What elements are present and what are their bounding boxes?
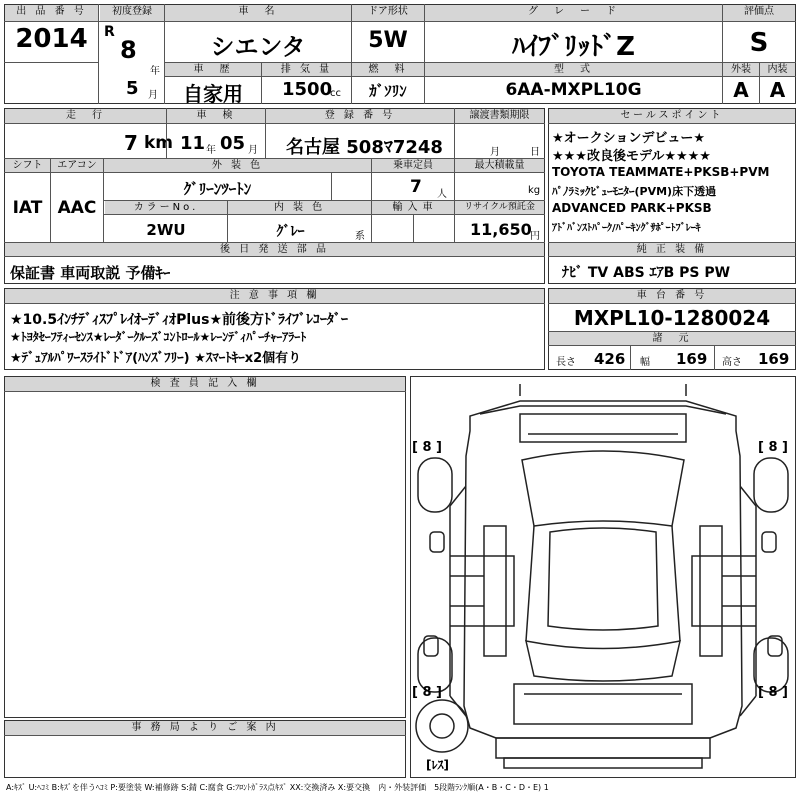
recycle-unit: 円 [530, 231, 540, 242]
width-label: 幅 [640, 357, 650, 368]
chassis-number: MXPL10-1280024 [573, 306, 771, 330]
int-color-label: 内 装 色 [228, 201, 371, 214]
displacement: 1500 [282, 79, 333, 100]
aircon: AAC [57, 198, 97, 218]
later-parts: 保証書 車両取説 予備ｷｰ [10, 264, 171, 282]
year-unit: 年 [150, 66, 160, 77]
displacement-unit: cc [330, 88, 341, 99]
equipment-label: 純 正 装 備 [549, 243, 795, 256]
car-name-label: 車 名 [165, 5, 351, 21]
int-color-suffix: 系 [355, 231, 365, 242]
sales-point-line: ADVANCED PARK+PKSB [552, 201, 712, 215]
fuel: ｶﾞｿﾘﾝ [369, 82, 407, 100]
wheel-rear-left [418, 638, 452, 692]
era: R [104, 24, 115, 40]
tire-rear-right: [ 8 ] [758, 685, 788, 700]
door-label: ドア形状 [352, 5, 424, 21]
tire-front-left: [ 8 ] [412, 440, 442, 455]
import-label: 輸 入 車 [372, 201, 454, 214]
capacity-label: 乗車定員 [372, 159, 454, 172]
recycle-fee: 11,650 [470, 220, 532, 239]
inspection-year: 11 [180, 133, 206, 154]
int-color: ｸﾞﾚｰ [276, 224, 305, 240]
office-label: 事 務 局 よ り ご 案 内 [5, 721, 405, 735]
wheel-rear-right [754, 638, 788, 692]
history: 自家用 [183, 82, 243, 106]
score-label: 評価点 [723, 5, 795, 21]
inspector-label: 検 査 員 記 入 欄 [5, 377, 405, 391]
color-no-label: カラーNo. [105, 201, 227, 214]
lot-number: 2014 [15, 24, 88, 54]
width: 169 [676, 350, 708, 368]
ext-color-label: 外 装 色 [104, 159, 371, 172]
spare-tire [416, 700, 468, 752]
dims-label: 諸 元 [549, 332, 795, 345]
length-label: 長さ [556, 357, 576, 368]
notes-label: 注 意 事 項 欄 [5, 289, 544, 303]
mileage: 7 [124, 131, 138, 155]
grade-label: グ レ ー ド [425, 5, 722, 21]
fuel-label: 燃 料 [352, 63, 424, 76]
inspection-label: 車 検 [167, 109, 265, 123]
transfer-day-unit: 日 [530, 147, 540, 158]
inspection-year-unit: 年 [206, 145, 216, 156]
first-reg-year: 8 [120, 36, 137, 64]
sales-point-line: ｱﾄﾞﾊﾞﾝｽﾄﾊﾟｰｸ/ﾊﾟｰｷﾝｸﾞｻﾎﾟｰﾄﾌﾞﾚｰｷ [552, 223, 701, 234]
interior-grade: A [769, 78, 786, 102]
spare-tire-label: [ﾚｽ] [426, 758, 449, 772]
registration-number: 名古屋 508ﾏ7248 [286, 137, 443, 158]
history-label: 車 歴 [165, 63, 261, 76]
first-reg-month: 5 [126, 78, 139, 99]
note-line: ★ﾄﾖﾀｾｰﾌﾃｨｰｾﾝｽ★ﾚｰﾀﾞｰｸﾙｰｽﾞｺﾝﾄﾛｰﾙ★ﾚｰﾝﾃﾞｨﾊﾟｰﾁｬｰｱﾗｰﾄ [10, 330, 307, 344]
wheel-front-left [418, 458, 452, 512]
tire-front-right: [ 8 ] [758, 440, 788, 455]
registration-label: 登 録 番 号 [266, 109, 454, 123]
tire-rear-left: [ 8 ] [412, 685, 442, 700]
length: 426 [594, 350, 626, 368]
sales-point-line: ﾊﾟﾉﾗﾐｯｸﾋﾞｭｰﾓﾆﾀｰ(PVM)床下透過 [552, 185, 717, 198]
wheel-front-right [754, 458, 788, 512]
transfer-doc-label: 譲渡書類期限 [455, 109, 544, 123]
inspector-box [4, 376, 406, 718]
exterior-grade-label: 外装 [723, 63, 759, 76]
grade: ﾊｲﾌﾞﾘｯﾄﾞZ [512, 32, 635, 62]
door-type: 5W [368, 28, 408, 53]
sales-points-label: セールスポイント [549, 109, 795, 123]
model-code-label: 型 式 [425, 63, 722, 76]
model-code: 6AA-MXPL10G [505, 80, 642, 100]
score: S [749, 28, 769, 58]
height: 169 [758, 350, 790, 368]
sales-point-line: ★オークションデビュー★ [552, 131, 706, 146]
lot-label: 出 品 番 号 [5, 5, 98, 21]
max-load-unit: kg [528, 185, 541, 196]
max-load-label: 最大積載量 [455, 159, 544, 172]
capacity: 7 [410, 177, 422, 197]
color-no: 2WU [146, 221, 186, 239]
height-label: 高さ [722, 357, 742, 368]
note-line: ★ﾃﾞｭｱﾙﾊﾟﾜｰｽﾗｲﾄﾞﾄﾞｱ(ﾊﾝｽﾞﾌﾘｰ) ★ｽﾏｰﾄｷｰx2個有り [10, 351, 302, 366]
interior-grade-label: 内装 [760, 63, 795, 76]
month-unit: 月 [148, 90, 158, 101]
ext-color: ｸﾞﾘｰﾝﾂｰﾄﾝ [183, 180, 252, 198]
equipment: ﾅﾋﾞ TV ABS ｴｱB PS PW [562, 265, 731, 281]
recycle-label: リサイクル預託金 [455, 201, 544, 214]
inspection-month-unit: 月 [248, 145, 258, 156]
car-diagram [410, 376, 796, 778]
sales-point-line: TOYOTA TEAMMATE+PKSB+PVM [552, 165, 770, 179]
note-line: ★10.5ｲﾝﾁﾃﾞｨｽﾌﾟﾚｲｵｰﾃﾞｨｵPlus★前後方ﾄﾞﾗｲﾌﾞﾚｺｰﾀﾞｰ [10, 312, 349, 328]
displacement-label: 排 気 量 [262, 63, 351, 76]
mileage-unit: km [144, 133, 174, 153]
first-reg-label: 初度登録 [100, 5, 164, 21]
chassis-label: 車 台 番 号 [549, 289, 795, 303]
sales-point-line: ★★★改良後モデル★★★★ [552, 149, 711, 164]
later-parts-label: 後 日 発 送 部 品 [5, 243, 544, 256]
inspection-month: 05 [220, 133, 246, 154]
car-name: シエンタ [210, 33, 306, 61]
exterior-grade: A [733, 78, 749, 102]
legend: A:ｷｽﾞ U:ﾍｺﾐ B:ｷｽﾞを伴うﾍｺﾐ P:要塗装 W:補修跡 S:錆 C:腐食 G:ﾌﾛﾝﾄｶﾞﾗｽ点ｷｽﾞ XX:交換済み X:要交換 内・外装評価 5段階ﾗﾝｸ順(A・B・C・D・E) 1 [6, 783, 549, 792]
shift: IAT [12, 198, 43, 218]
aircon-label: エアコン [51, 159, 103, 172]
shift-label: シフト [5, 159, 50, 172]
transfer-month-unit: 月 [490, 147, 500, 158]
capacity-unit: 人 [437, 189, 447, 200]
mileage-label: 走 行 [5, 109, 166, 123]
